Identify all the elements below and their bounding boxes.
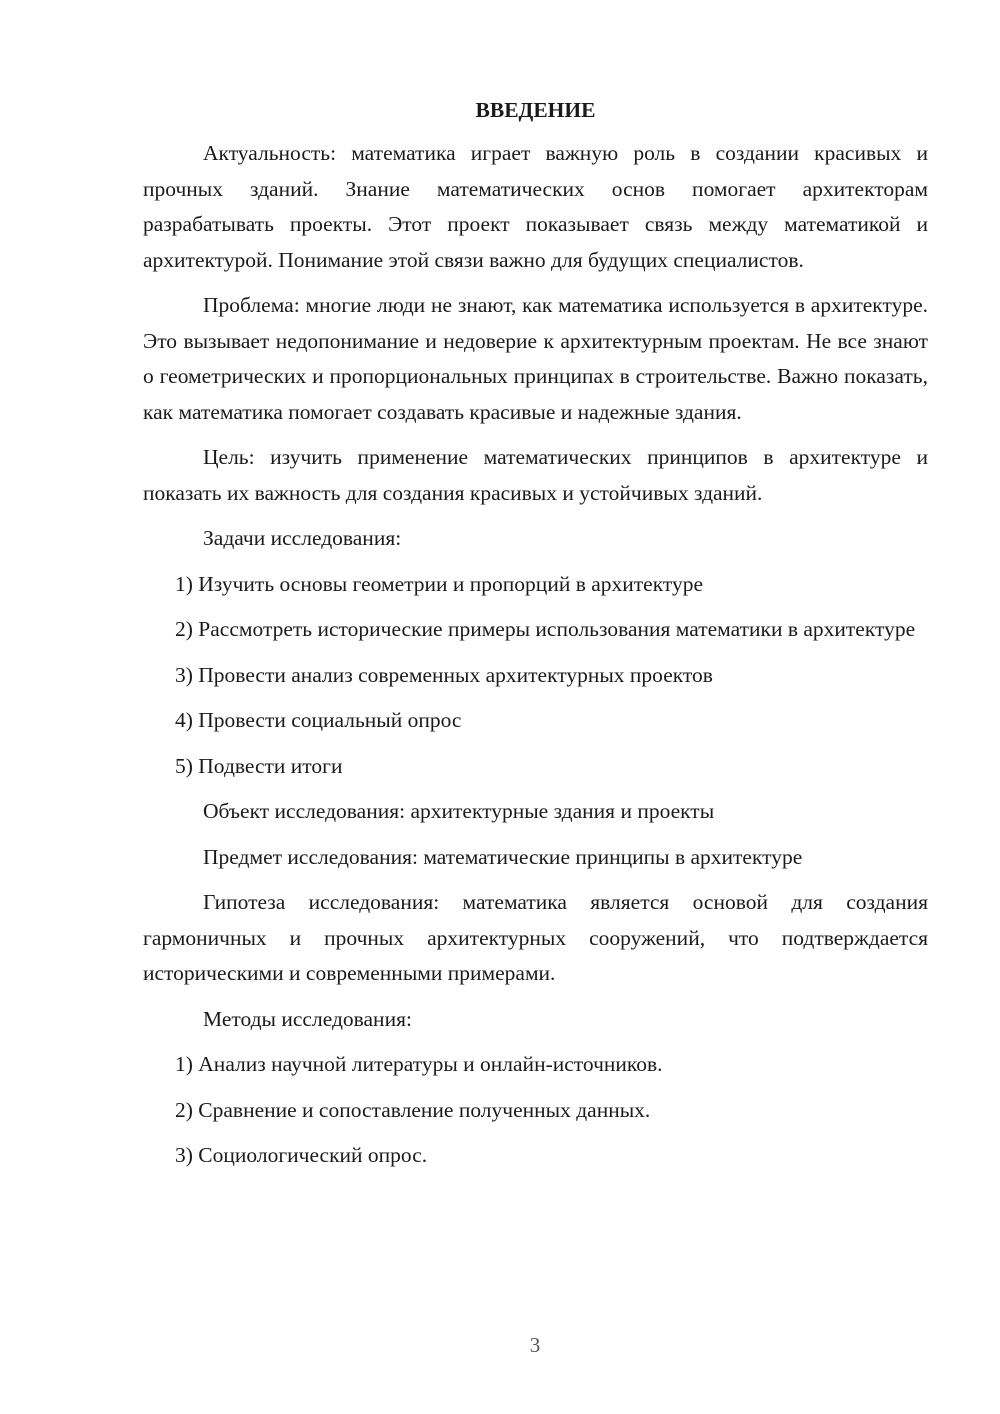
task-item: 1) Изучить основы геометрии и пропорций в архитектуре [175,571,704,596]
paragraph-goal: Цель: изучить применение математических принципов в архитектуре и показать их важность для создания красивых и устойчивых зданий. [143,445,928,505]
task-item: 4) Провести социальный опрос [175,708,462,732]
section-heading: ВВЕДЕНИЕ [475,98,596,122]
tasks-title: Задачи исследования: [203,526,402,550]
method-item: 1) Анализ научной литературы и онлайн-источников. [175,1052,663,1076]
methods-title: Методы исследования: [203,1006,412,1031]
method-item: 3) Социологический опрос. [175,1143,428,1167]
paragraph-actuality: Актуальность: математика играет важную роль в создании красивых и прочных зданий. Знание математических основ помогает архитекторам разрабатывать проекты. Этот проект показывает связь между математикой и архитектурой. Понимание этой связи важно для будущих специалистов. [143,141,928,272]
paragraph-problem: Проблема: многие люди не знают, как математика используется в архитектуре. Это вызывает недопонимание и недоверие к архитектурным проектам. Не все знают о геометрических и пропорциональных принципах в строительстве. Важно показать, как математика помогает создавать красивые и надежные здания. [143,293,928,424]
research-subject: Предмет исследования: математические принципы в архитектуре [203,844,803,869]
task-item: 2) Рассмотреть исторические примеры использования математики в архитектуре [175,617,916,641]
method-item: 2) Сравнение и сопоставление полученных данных. [175,1097,651,1122]
page-number: 3 [529,1333,541,1357]
task-item: 3) Провести анализ современных архитектурных проектов [175,662,713,687]
research-object: Объект исследования: архитектурные здания и проекты [203,799,715,823]
document-body [143,95,928,1184]
task-item: 5) Подвести итоги [175,753,343,778]
paragraph-hypothesis: Гипотеза исследования: математика является основой для создания гармоничных и прочных архитектурных сооружений, что подтверждается историческими и современными примерами. [143,890,928,985]
